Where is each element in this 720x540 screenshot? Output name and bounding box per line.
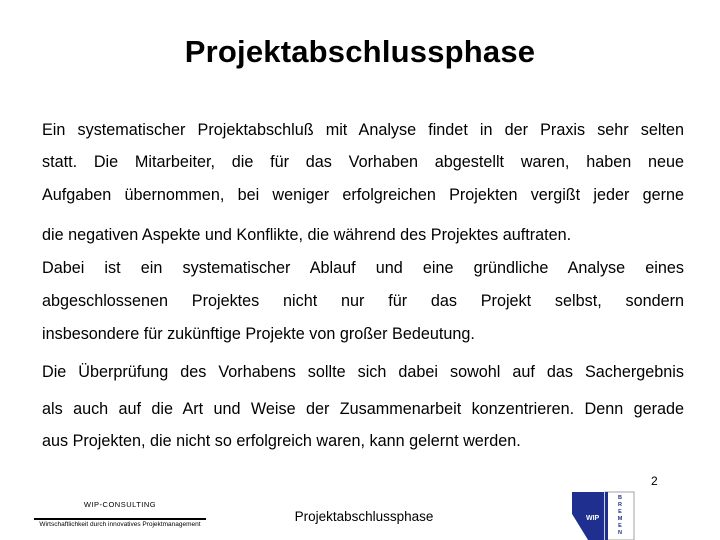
body-line: aus Projekten, die nicht so erfolgreich waren, kann gelernt werden. — [42, 432, 521, 450]
body-line: als auch auf die Art und Weise der Zusammenarbeit konzentrieren. Denn gerade — [42, 400, 684, 418]
logo-letter: B — [618, 495, 622, 501]
logo-letter: R — [618, 502, 622, 508]
body-line: abgeschlossenen Projektes nicht nur für das Projekt selbst, sondern — [42, 292, 684, 310]
logo-left-letters: WIP — [586, 515, 600, 522]
logo-graphic — [570, 490, 636, 540]
slide-title: Projektabschlussphase — [184, 34, 536, 69]
body-line: Die Überprüfung des Vorhabens sollte sich dabei sowohl auf das Sachergebnis — [42, 363, 684, 381]
logo-letter: N — [618, 530, 622, 536]
logo-letter: E — [618, 523, 622, 529]
footer-title: Projektabschlussphase — [294, 509, 434, 524]
body-line: die negativen Aspekte und Konflikte, die während des Projektes auftraten. — [42, 226, 572, 244]
footer-company-block — [34, 500, 206, 528]
body-line: Dabei ist ein systematischer Ablauf und eine gründliche Analyse eines — [42, 259, 684, 277]
page-number: 2 — [651, 474, 658, 488]
logo-letter: E — [618, 509, 622, 515]
footer-company-name: WIP-CONSULTING — [83, 500, 157, 509]
body-line: statt. Die Mitarbeiter, die für das Vorhaben abgestellt waren, haben neue — [42, 153, 684, 171]
footer-tagline: Wirtschaftlichkeit durch innovatives Projektmanagement — [39, 521, 201, 528]
body-line: Aufgaben übernommen, bei weniger erfolgreichen Projekten vergißt jeder gerne — [42, 186, 684, 204]
logo-right-stripe — [605, 492, 608, 540]
body-line: insbesondere für zukünftige Projekte von großer Bedeutung. — [42, 325, 475, 343]
logo-letter: M — [617, 516, 623, 522]
footer-divider — [34, 518, 206, 520]
wip-bremen-logo — [570, 490, 636, 540]
body-line: Ein systematischer Projektabschluß mit Analyse findet in der Praxis sehr selten — [42, 121, 684, 139]
